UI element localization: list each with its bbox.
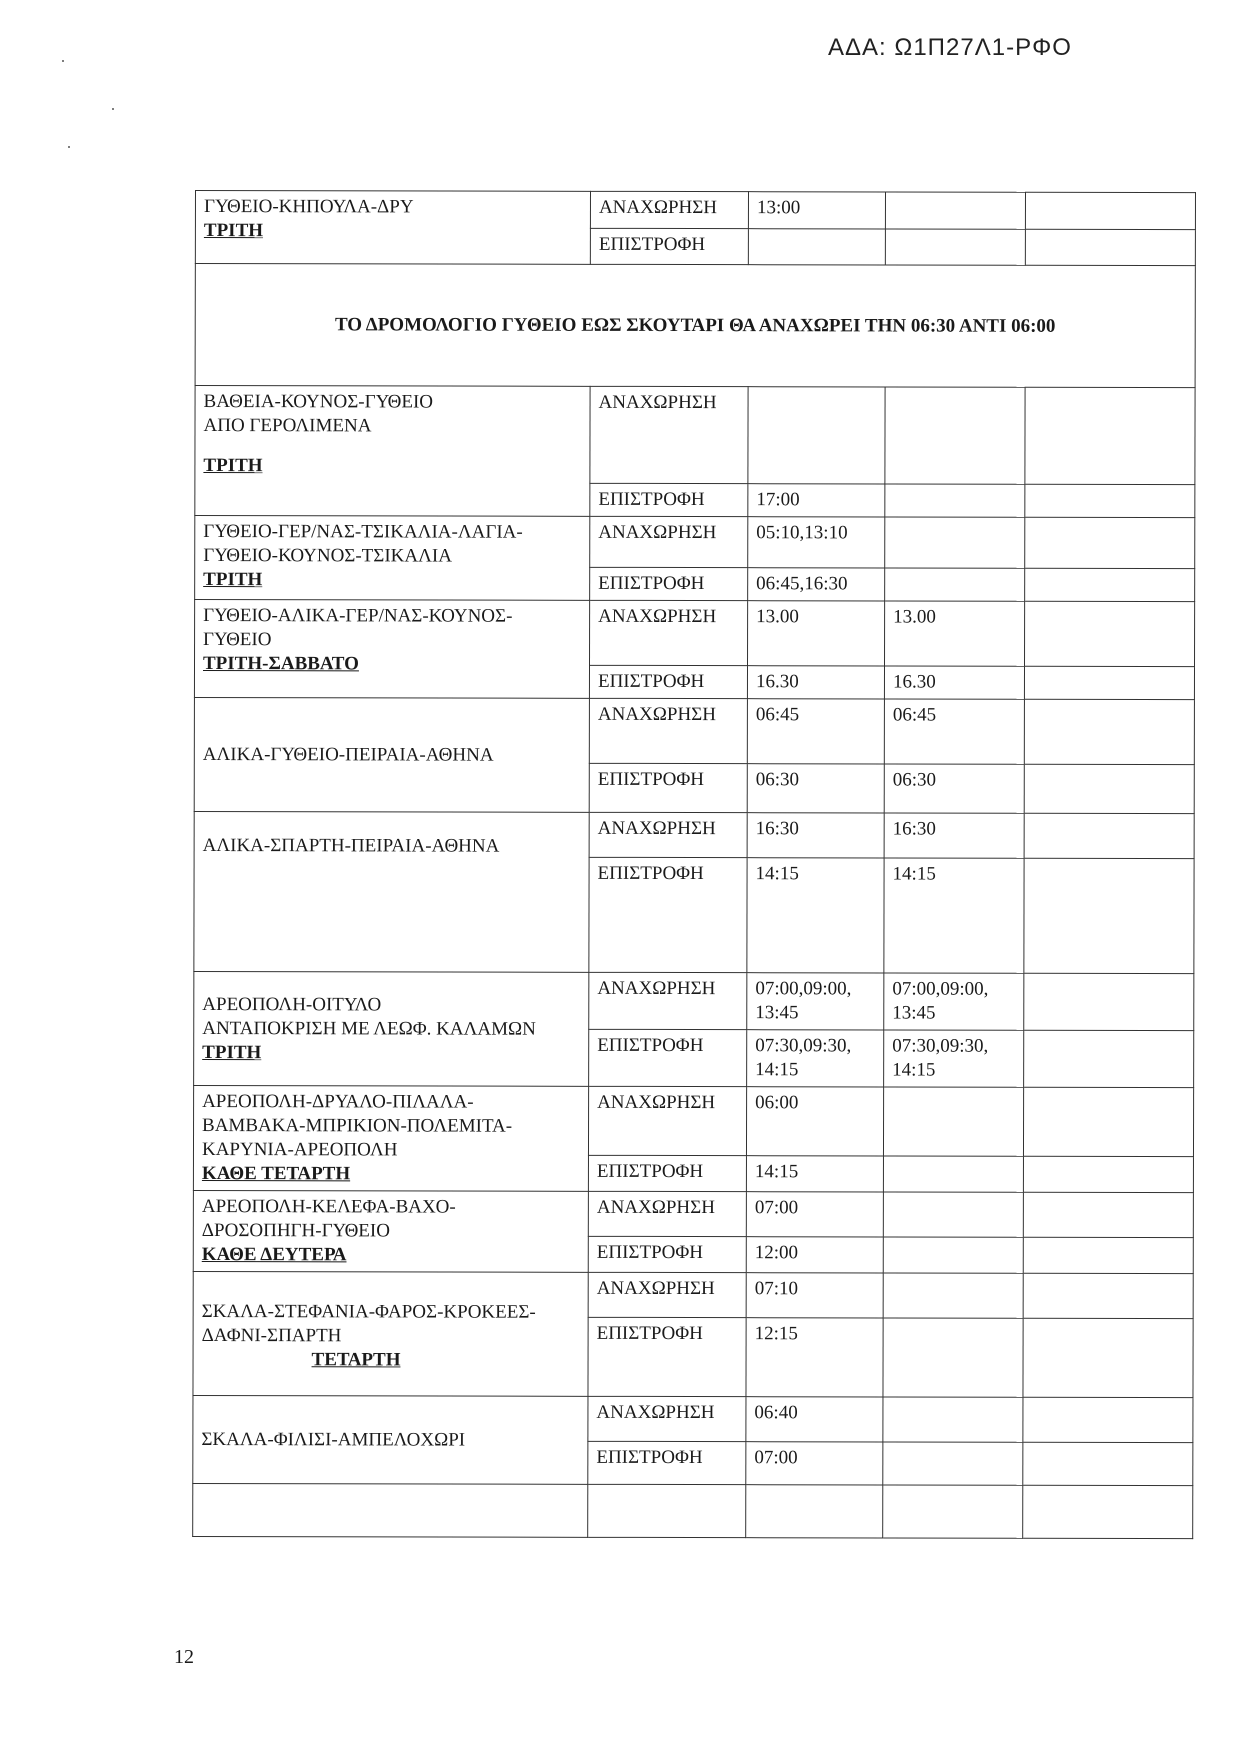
route-day: ΚΑΘΕ ΔΕΥΤΕΡΑ <box>201 1244 347 1266</box>
route-cell <box>194 811 589 972</box>
departure-time <box>885 192 1025 229</box>
return-time: 07:30,09:30, 14:15 <box>884 1030 1024 1087</box>
return-time: 14:15 <box>747 858 884 973</box>
departure-time <box>1025 601 1195 666</box>
departure-time: 13.00 <box>748 601 885 666</box>
departure-time: 06:40 <box>746 1397 883 1442</box>
route-day <box>203 858 581 859</box>
blank-cell <box>746 1485 883 1538</box>
route-row-departure <box>195 516 1195 569</box>
route-row-departure <box>195 600 1195 667</box>
blank-row <box>193 1483 1193 1538</box>
departure-label: ΑΝΑΧΩΡΗΣΗ <box>590 600 748 665</box>
route-day <box>201 1452 579 1453</box>
route-day: ΤΡΙΤΗ <box>203 220 264 242</box>
return-label: ΕΠΙΣΤΡΟΦΗ <box>588 1155 746 1191</box>
return-label: ΕΠΙΣΤΡΟΦΗ <box>589 665 747 698</box>
departure-time: 16:30 <box>747 813 884 858</box>
departure-label: ΑΝΑΧΩΡΗΣΗ <box>589 812 747 857</box>
departure-time <box>1024 699 1194 764</box>
scan-speck <box>112 108 114 110</box>
departure-label: ΑΝΑΧΩΡΗΣΗ <box>589 972 747 1029</box>
route-cell <box>194 697 589 812</box>
route-cell <box>194 971 589 1086</box>
route-day: ΤΡΙΤΗ <box>202 1041 262 1063</box>
route-day: ΤΕΤΑΡΤΗ <box>311 1349 401 1371</box>
return-time: 06:30 <box>747 764 884 813</box>
departure-time <box>883 1087 1023 1156</box>
route-name: ΑΡΕΟΠΟΛΗ-ΚΕΛΕΦΑ-ΒΑΧΟ- ΔΡΟΣΟΠΗΓΗ-ΓΥΘΕΙΟ <box>201 1196 456 1242</box>
departure-label: ΑΝΑΧΩΡΗΣΗ <box>588 1191 746 1236</box>
return-label: ΕΠΙΣΤΡΟΦΗ <box>590 228 748 265</box>
route-row-departure <box>195 386 1195 485</box>
return-time <box>1023 1237 1193 1273</box>
blank-cell <box>193 1483 588 1537</box>
return-label: ΕΠΙΣΤΡΟΦΗ <box>588 1441 746 1484</box>
departure-label: ΑΝΑΧΩΡΗΣΗ <box>589 698 747 763</box>
return-label: ΕΠΙΣΤΡΟΦΗ <box>588 1317 746 1396</box>
departure-label: ΑΝΑΧΩΡΗΣΗ <box>588 1086 746 1155</box>
route-row-departure <box>193 1271 1193 1318</box>
route-name: ΑΛΙΚΑ-ΣΠΑΡΤΗ-ΠΕΙΡΑΙΑ-ΑΘΗΝΑ <box>202 835 500 857</box>
route-cell <box>193 1395 588 1484</box>
return-time <box>1024 1030 1194 1087</box>
departure-time <box>883 1397 1023 1442</box>
departure-time <box>883 1273 1023 1318</box>
scan-speck <box>68 146 70 148</box>
return-time <box>1024 858 1194 973</box>
departure-time <box>748 387 885 484</box>
departure-time: 13:00 <box>748 192 885 229</box>
route-name: ΑΡΕΟΠΟΛΗ-ΔΡΥΑΛΟ-ΠΙΛΑΛΑ- ΒΑΜΒΑΚΑ-ΜΠΡΙΚΙΟΝ-ΠΟΛΕΜΙΤΑ- ΚΑΡΥΝΙΑ-ΑΡΕΟΠΟΛΗ <box>201 1091 513 1161</box>
departure-time <box>1025 517 1195 568</box>
route-row-departure <box>194 811 1194 858</box>
blank-cell <box>883 1485 1023 1538</box>
route-name: ΓΥΘΕΙΟ-ΚΗΠΟΥΛΑ-ΔΡΥ <box>203 196 414 218</box>
route-name: ΣΚΑΛΑ-ΦΙΛΙΣΙ-ΑΜΠΕΛΟΧΩΡΙ <box>201 1428 466 1451</box>
return-time: 16.30 <box>884 666 1024 699</box>
departure-time: 07:00,09:00, 13:45 <box>747 973 884 1030</box>
return-time <box>883 1318 1023 1397</box>
departure-time <box>1023 1087 1193 1156</box>
departure-label: ΑΝΑΧΩΡΗΣΗ <box>588 1272 746 1317</box>
route-day: ΤΡΙΤΗ <box>203 455 263 477</box>
departure-time <box>1025 192 1195 229</box>
departure-time <box>883 1192 1023 1237</box>
return-time: 12:00 <box>746 1237 883 1273</box>
return-time <box>1025 568 1195 601</box>
route-cell <box>193 1271 588 1396</box>
departure-label: ΑΝΑΧΩΡΗΣΗ <box>588 1396 746 1441</box>
route-name: ΒΑΘΕΙΑ-ΚΟΥΝΟΣ-ΓΥΘΕΙΟ ΑΠΟ ΓΕΡΟΛΙΜΕΝΑ <box>203 391 434 437</box>
route-day <box>203 767 581 768</box>
return-time <box>1024 666 1194 699</box>
route-row-departure <box>193 1190 1193 1237</box>
departure-time: 05:10,13:10 <box>748 517 885 568</box>
return-label: ΕΠΙΣΤΡΟΦΗ <box>589 763 747 812</box>
return-time <box>1023 1156 1193 1192</box>
departure-time: 13.00 <box>885 601 1025 666</box>
departure-label: ΑΝΑΧΩΡΗΣΗ <box>590 386 748 483</box>
route-row-departure <box>193 1085 1193 1156</box>
return-time <box>885 484 1025 517</box>
return-time <box>883 1442 1023 1485</box>
departure-time: 16:30 <box>884 813 1024 858</box>
departure-time: 06:45 <box>884 699 1024 764</box>
return-time: 16.30 <box>747 666 884 699</box>
blank-cell <box>588 1484 746 1537</box>
route-row-departure <box>194 971 1194 1030</box>
return-time: 14:15 <box>746 1156 883 1192</box>
return-time <box>883 1237 1023 1273</box>
route-day: ΤΡΙΤΗ <box>203 569 263 591</box>
return-time: 17:00 <box>748 484 885 517</box>
route-name: ΑΡΕΟΠΟΛΗ-ΟΙΤΥΛΟ ΑΝΤΑΠΟΚΡΙΣΗ ΜΕ ΛΕΩΦ. ΚΑΛΑΜΩΝ <box>202 993 536 1040</box>
return-time <box>1025 229 1195 266</box>
scan-speck <box>62 60 64 62</box>
departure-label: ΑΝΑΧΩΡΗΣΗ <box>590 191 748 228</box>
route-cell <box>193 1085 588 1191</box>
return-label: ΕΠΙΣΤΡΟΦΗ <box>589 1029 747 1086</box>
route-day: ΤΡΙΤΗ-ΣΑΒΒΑΤΟ <box>202 653 359 675</box>
departure-time <box>885 387 1025 484</box>
departure-time <box>885 517 1025 568</box>
return-time <box>883 1156 1023 1192</box>
departure-time: 06:45 <box>747 699 884 764</box>
notice-row <box>195 264 1195 388</box>
departure-time <box>1024 973 1194 1030</box>
departure-time: 06:00 <box>746 1087 883 1156</box>
route-cell <box>195 386 590 517</box>
departure-label: ΑΝΑΧΩΡΗΣΗ <box>590 516 748 567</box>
departure-time <box>1023 1273 1193 1318</box>
document-code: ΑΔΑ: Ω1Π27Λ1-ΡΦΟ <box>828 34 1072 61</box>
route-cell <box>195 191 590 265</box>
route-name: ΑΛΙΚΑ-ΓΥΘΕΙΟ-ΠΕΙΡΑΙΑ-ΑΘΗΝΑ <box>202 743 494 766</box>
route-row-departure <box>195 191 1195 230</box>
return-time: 07:30,09:30, 14:15 <box>747 1030 884 1087</box>
departure-time: 07:00,09:00, 13:45 <box>884 973 1024 1030</box>
return-time <box>748 228 885 265</box>
return-time: 06:45,16:30 <box>748 568 885 601</box>
route-cell <box>194 600 589 699</box>
departure-time <box>1023 1192 1193 1237</box>
route-day: ΚΑΘΕ ΤΕΤΑΡΤΗ <box>201 1163 351 1185</box>
return-time: 07:00 <box>746 1442 883 1485</box>
page-number: 12 <box>174 1646 194 1668</box>
departure-time: 07:10 <box>746 1273 883 1318</box>
return-time: 12:15 <box>746 1318 883 1397</box>
return-label: ΕΠΙΣΤΡΟΦΗ <box>590 567 748 600</box>
notice-text: ΤΟ ΔΡΟΜΟΛΟΓΙΟ ΓΥΘΕΙΟ ΕΩΣ ΣΚΟΥΤΑΡΙ ΘΑ ΑΝΑΧΩΡΕΙ ΤΗΝ 06:30 ΑΝΤΙ 06:00 <box>195 264 1195 388</box>
route-name: ΣΚΑΛΑ-ΣΤΕΦΑΝΙΑ-ΦΑΡΟΣ-ΚΡΟΚΕΕΣ- ΔΑΦΝΙ-ΣΠΑΡΤΗ <box>201 1301 536 1347</box>
departure-time <box>1025 387 1195 484</box>
return-label: ΕΠΙΣΤΡΟΦΗ <box>588 1236 746 1272</box>
return-time <box>1023 1318 1193 1397</box>
route-name: ΓΥΘΕΙΟ-ΑΛΙΚΑ-ΓΕΡ/ΝΑΣ-ΚΟΥΝΟΣ- ΓΥΘΕΙΟ <box>203 605 513 651</box>
departure-time <box>1024 813 1194 858</box>
return-time: 14:15 <box>884 858 1024 973</box>
return-time: 06:30 <box>884 764 1024 813</box>
return-time <box>1024 764 1194 813</box>
route-name: ΓΥΘΕΙΟ-ΓΕΡ/ΝΑΣ-ΤΣΙΚΑΛΙΑ-ΛΑΓΙΑ- ΓΥΘΕΙΟ-ΚΟΥΝΟΣ-ΤΣΙΚΑΛΙΑ <box>203 521 523 567</box>
return-label: ΕΠΙΣΤΡΟΦΗ <box>589 857 747 972</box>
route-cell <box>195 516 590 601</box>
return-time <box>1025 484 1195 517</box>
route-cell <box>193 1190 588 1272</box>
departure-time <box>1023 1397 1193 1442</box>
return-time <box>1023 1442 1193 1485</box>
return-time <box>885 228 1025 265</box>
route-row-departure <box>194 697 1194 764</box>
return-label: ΕΠΙΣΤΡΟΦΗ <box>590 483 748 516</box>
departure-time: 07:00 <box>746 1192 883 1237</box>
bus-schedule-table <box>192 190 1196 1539</box>
route-row-departure <box>193 1395 1193 1442</box>
blank-cell <box>1023 1485 1193 1538</box>
return-time <box>885 568 1025 601</box>
